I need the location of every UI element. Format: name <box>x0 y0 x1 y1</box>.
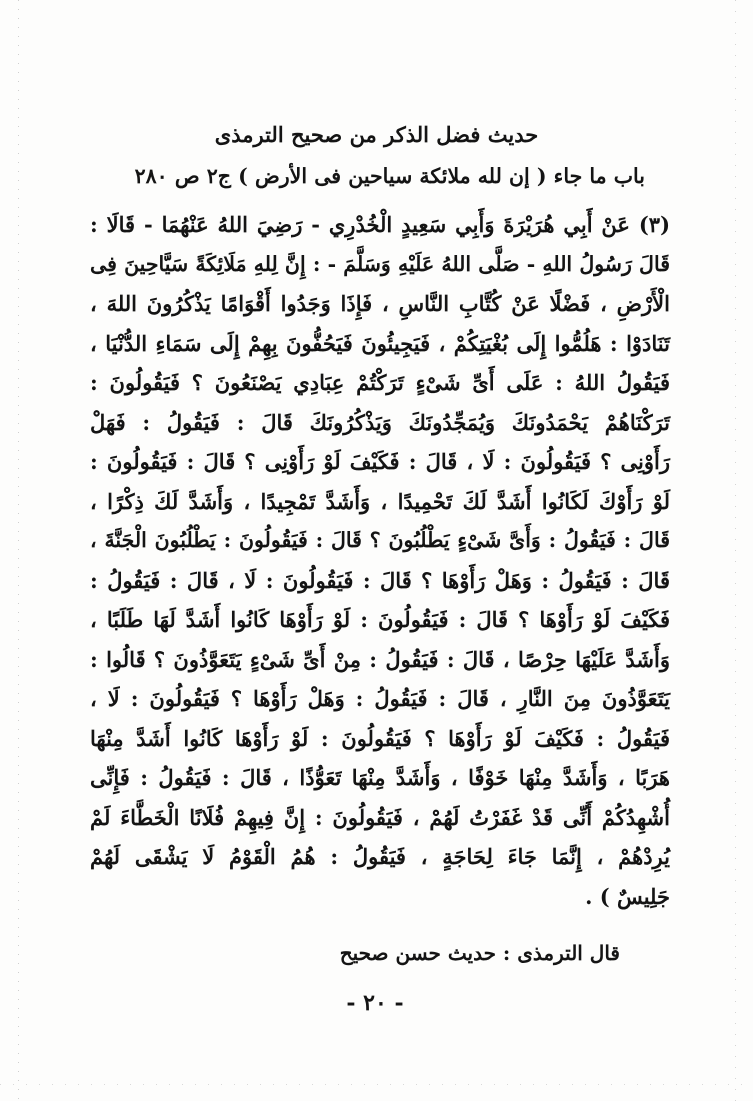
text-line: هَرَبًا ، وَأَشَدَّ مِنْهَا خَوْفًا ، وَأَشَدَّ مِنْهَا تَعَوُّذًا ، قَالَ : فَيَقُولُ : فَإِنِّى <box>90 765 670 790</box>
hadith-text <box>90 205 670 916</box>
text-line: أُشْهِدُكُمْ أَنِّى قَدْ غَفَرْتُ لَهُمْ ، فَيَقُولُونَ : إِنَّ فِيهِمْ فُلَانًا الْخَطَّاءَ لَمْ <box>90 804 670 830</box>
text-line: يُرِدْهُمْ ، إِنَّمَا جَاءَ لِحَاجَةٍ ، فَيَقُولُ : هُمُ الْقَوْمُ لَا يَشْقَى لَهُمْ <box>90 844 670 869</box>
page-number: - ٢٠ - <box>346 990 404 1016</box>
text-line: تَنَادَوْا : هَلُمُّوا إِلَى بُغْيَتِكُمْ ، فَيَجِيئُونَ فَيَحُفُّونَ بِهِمْ إِلَى سَمَاءِ الدُّنْيَا ، <box>90 330 670 356</box>
text-line: لَوْ رَأَوْكَ لَكَانُوا أَشَدَّ لَكَ تَحْمِيدًا ، وَأَشَدَّ تَمْجِيدًا ، وَأَشَدَّ لَكَ ذِكْرًا ، <box>90 488 670 514</box>
text-line: فَيَقُولُ اللهُ : عَلَى أَىِّ شَىْءٍ تَرَكْتُمْ عِبَادِي يَصْنَعُونَ ؟ فَيَقُولُونَ : <box>90 370 670 395</box>
text-line: تَرَكْنَاهُمْ يَحْمَدُونَكَ وَيُمَجِّدُونَكَ وَيَذْكُرُونَكَ قَالَ : فَيَقُولُ : فَهَلْ <box>90 409 670 435</box>
text-line: رَأَوْنِى ؟ فَيَقُولُونَ : لَا ، قَالَ : فَكَيْفَ لَوْ رَأَوْنِى ؟ قَالَ : فَيَقُولُونَ : <box>90 449 670 474</box>
chapter-heading: باب ما جاء ( إن لله ملائكة سياحين فى الأرض ) ج٢ ص ٢٨٠ <box>134 164 645 188</box>
page-title: حديث فضل الذكر من صحيح الترمذى <box>214 122 539 147</box>
text-line: قَالَ : فَيَقُولُ : وَأَىَّ شَىْءٍ يَطْلُبُونَ ؟ قَالَ : فَيَقُولُونَ : يَطْلُبُونَ الْجَنَّةَ ، <box>90 528 670 552</box>
text-line: فَيَقُولُ : فَكَيْفَ لَوْ رَأَوْهَا ؟ فَيَقُولُونَ : لَوْ رَأَوْهَا كَانُوا أَشَدَّ مِنْهَا <box>90 725 670 751</box>
text-line: يَتَعَوَّذُونَ مِنَ النَّارِ ، قَالَ : فَيَقُولُ : وَهَلْ رَأَوْهَا ؟ فَيَقُولُونَ : لَا ، <box>90 686 670 711</box>
text-line: فَكَيْفَ لَوْ رَأَوْهَا ؟ قَالَ : فَيَقُولُونَ : لَوْ رَأَوْهَا كَانُوا أَشَدَّ لَهَا طَلَبًا ، <box>90 607 670 632</box>
text-line: الْأَرْضِ ، فَضْلًا عَنْ كُتَّابِ النَّاسِ ، فَإِذَا وَجَدُوا أَقْوَامًا يَذْكُرُونَ اللهَ ، <box>90 291 670 316</box>
text-line: (٣) عَنْ أَبِي هُرَيْرَةَ وَأَبِي سَعِيدٍ الْخُدْرِي - رَضِيَ اللهُ عَنْهُمَا - قَالَا : <box>90 212 670 237</box>
text-line: قَالَ رَسُولُ اللهِ - صَلَّى اللهُ عَلَيْهِ وَسَلَّمَ - : إِنَّ لِلهِ مَلَائِكَةً سَيَّاحِينَ فِى <box>90 251 670 276</box>
text-line: وَأَشَدَّ عَلَيْهَا حِرْصًا ، قَالَ : فَيَقُولُ : مِنْ أَىِّ شَىْءٍ يَتَعَوَّذُونَ ؟ قَالُوا : <box>90 646 670 672</box>
text-line: قَالَ : فَيَقُولُ : وَهَلْ رَأَوْهَا ؟ قَالَ : فَيَقُولُونَ : لَا ، قَالَ : فَيَقُولُ : <box>90 567 670 593</box>
text-line: جَلِيسٌ ) . <box>585 883 670 909</box>
attribution-note: قال الترمذى : حديث حسن صحيح <box>339 941 620 965</box>
